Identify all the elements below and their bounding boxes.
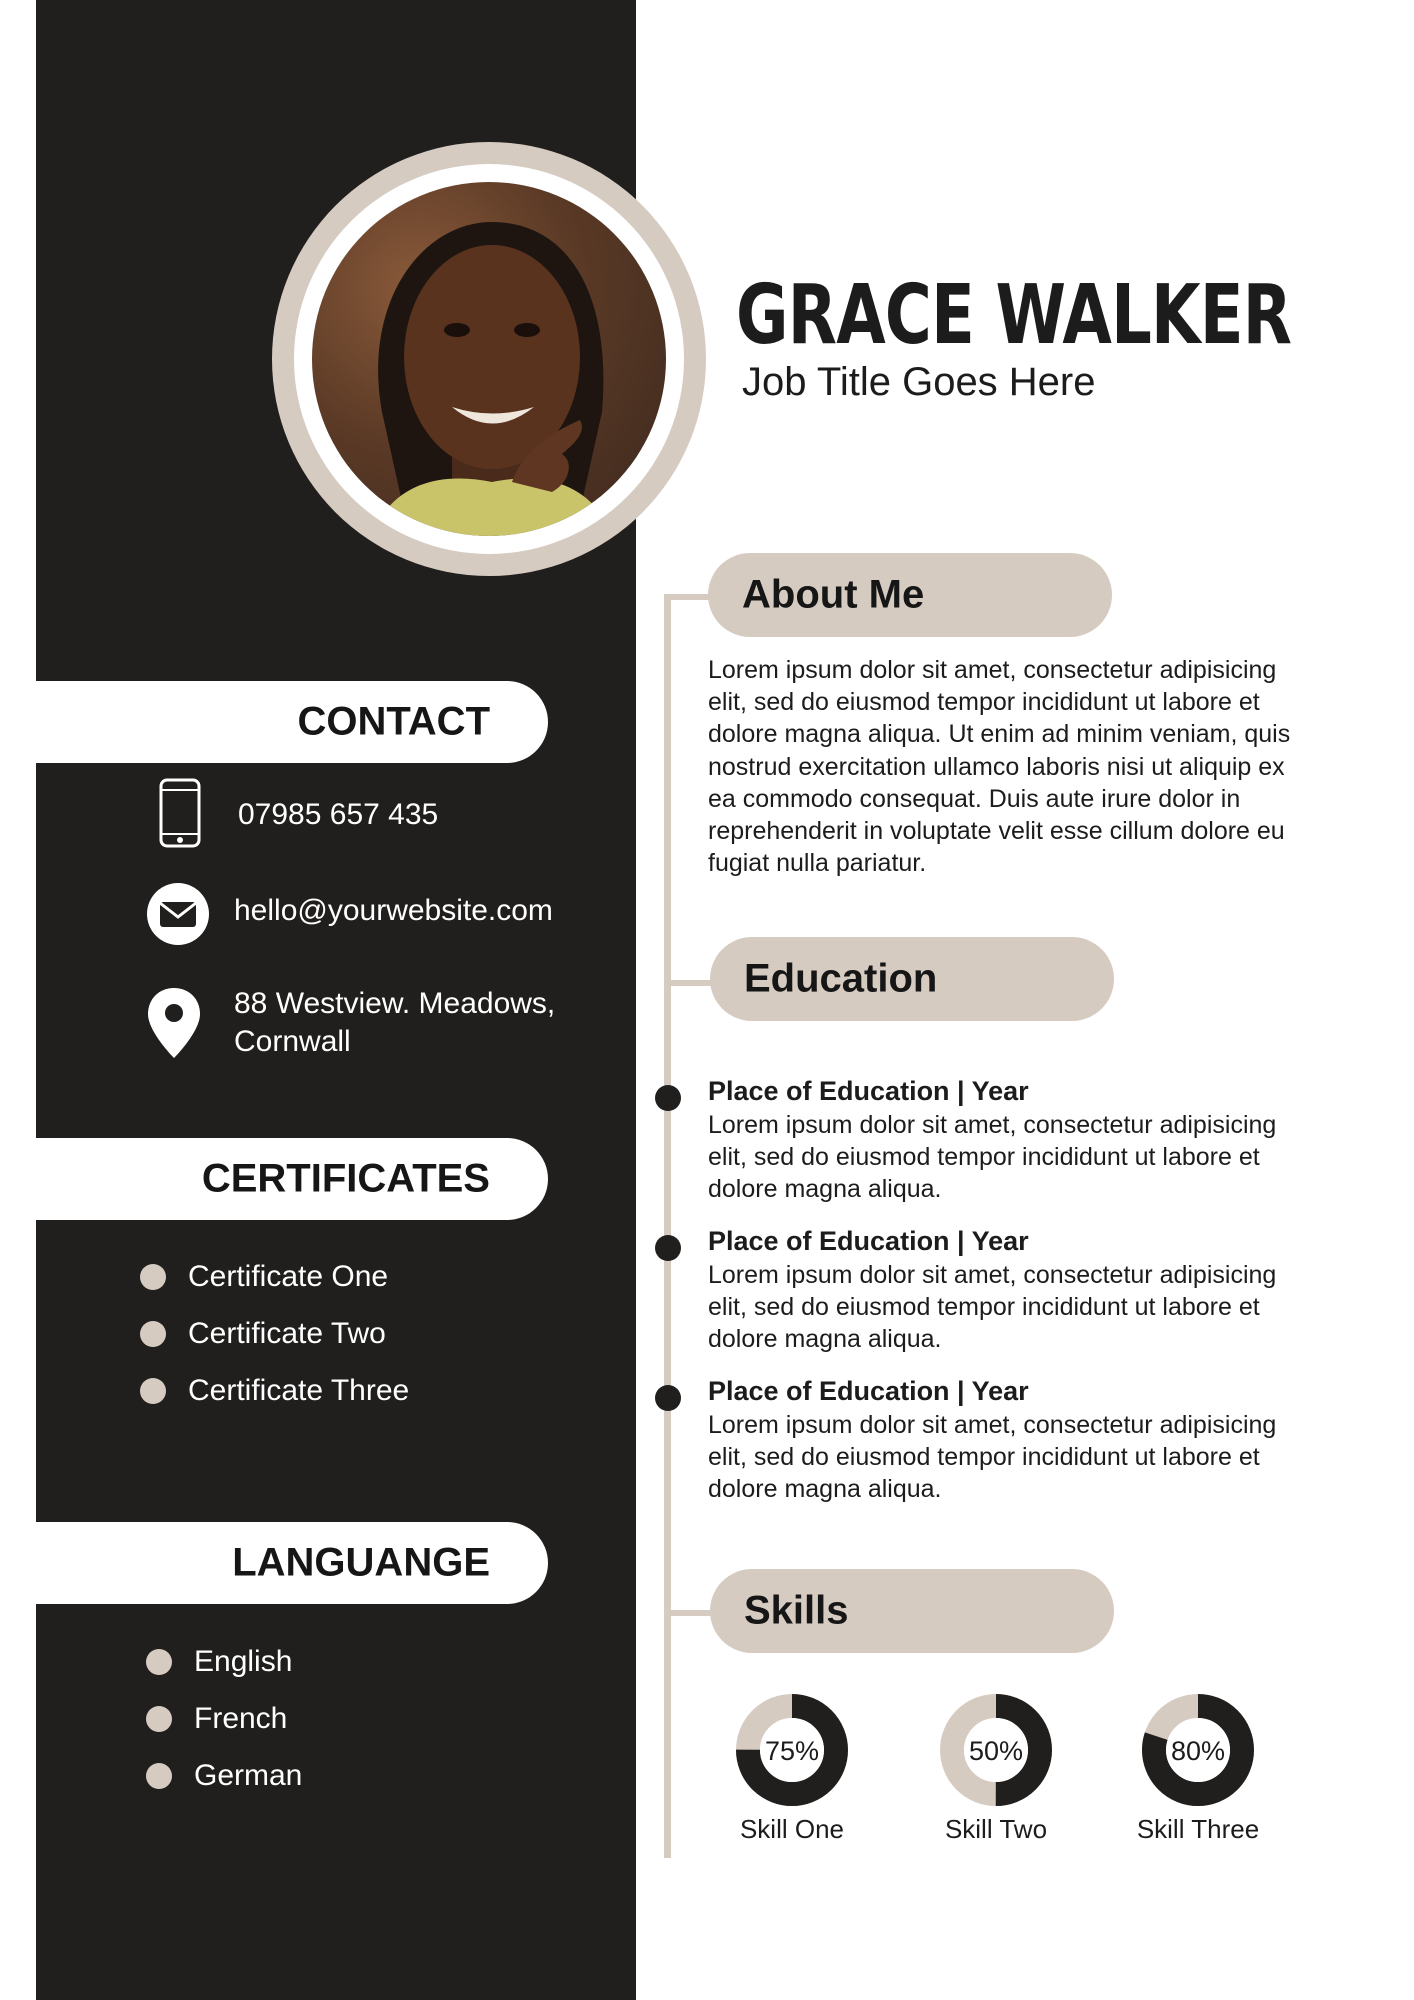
list-item: Certificate Two [140,1305,409,1362]
timeline-dot-icon [655,1235,681,1261]
list-item: Certificate Three [140,1362,409,1419]
skill-three [1108,1690,1288,1845]
list-item: French [146,1690,302,1747]
portrait-illustration [312,182,666,536]
timeline-dot-icon [655,1385,681,1411]
education-desc: Lorem ipsum dolor sit amet, consectetur adipisicing elit, sed do eiusmod tempor incididunt ut labore et dolore magna aliqua. [708,1411,1277,1503]
bullet-dot-icon [140,1378,166,1404]
education-title: Place of Education | Year [708,1376,1029,1406]
list-item: English [146,1633,302,1690]
profile-photo-frame [272,142,706,576]
education-heading-pill [710,937,1114,1021]
profile-photo [312,182,666,536]
location-pin-icon [146,986,202,1060]
phone-number[interactable]: 07985 657 435 [238,798,439,831]
bullet-dot-icon [140,1321,166,1347]
skills-heading-pill [710,1569,1114,1653]
education-desc: Lorem ipsum dolor sit amet, consectetur adipisicing elit, sed do eiusmod tempor incididunt ut labore et dolore magna aliqua. [708,1111,1277,1203]
language-list [146,1633,302,1804]
bullet-dot-icon [146,1706,172,1732]
address-line2: Cornwall [234,1025,351,1058]
education-entry [708,1073,1308,1205]
certificates-list [140,1248,409,1419]
svg-text:50%: 50% [968,1736,1024,1766]
language-heading-pill [36,1522,548,1604]
job-title: Job Title Goes Here [742,360,1096,404]
certificates-heading-pill [36,1138,548,1220]
candidate-name: GRACE WALKER [736,268,1292,363]
svg-text:75%: 75% [764,1736,820,1766]
education-desc: Lorem ipsum dolor sit amet, consectetur adipisicing elit, sed do eiusmod tempor incididunt ut labore et dolore magna aliqua. [708,1261,1277,1353]
contact-heading: CONTACT [297,699,490,744]
phone-icon [158,778,202,848]
contact-heading-pill [36,681,548,763]
language-heading: LANGUANGE [232,1540,490,1585]
skills-heading: Skills [744,1588,849,1633]
skill-one [702,1690,882,1845]
bullet-dot-icon [146,1763,172,1789]
address-line1: 88 Westview. Meadows, [234,987,556,1020]
timeline-line [664,594,671,1858]
skill-two [906,1690,1086,1845]
skill-label: Skill Three [1136,1814,1260,1844]
skill-label: Skill One [739,1814,845,1844]
list-item: German [146,1747,302,1804]
contact-phone [158,778,202,848]
skill-donut [1138,1690,1258,1810]
bullet-dot-icon [146,1649,172,1675]
education-entry [708,1373,1308,1505]
skill-label: Skill Two [944,1814,1048,1844]
contact-email [146,882,210,946]
timeline-dot-icon [655,1085,681,1111]
education-title: Place of Education | Year [708,1226,1029,1256]
skill-donut [732,1690,852,1810]
list-item: Certificate One [140,1248,409,1305]
about-heading-pill [708,553,1112,637]
address [234,985,555,1061]
svg-text:80%: 80% [1170,1736,1226,1766]
about-text: Lorem ipsum dolor sit amet, consectetur adipisicing elit, sed do eiusmod tempor incididunt ut labore et dolore magna aliqua. Ut enim ad minim veniam, quis nostrud exercitation ullamco laboris nisi ut aliquip ex ea commodo consequat. Duis aute irure dolor in reprehenderit in voluptate velit esse cillum dolore eu fugiat nulla pariatur. [708,656,1291,878]
email-address[interactable]: hello@yourwebsite.com [234,894,553,927]
education-heading: Education [744,956,938,1001]
email-icon [146,882,210,946]
education-title: Place of Education | Year [708,1076,1029,1106]
bullet-dot-icon [140,1264,166,1290]
education-entry [708,1223,1308,1355]
about-heading: About Me [742,572,925,617]
contact-address [146,986,202,1060]
skill-donut [936,1690,1056,1810]
certificates-heading: CERTIFICATES [201,1156,490,1201]
